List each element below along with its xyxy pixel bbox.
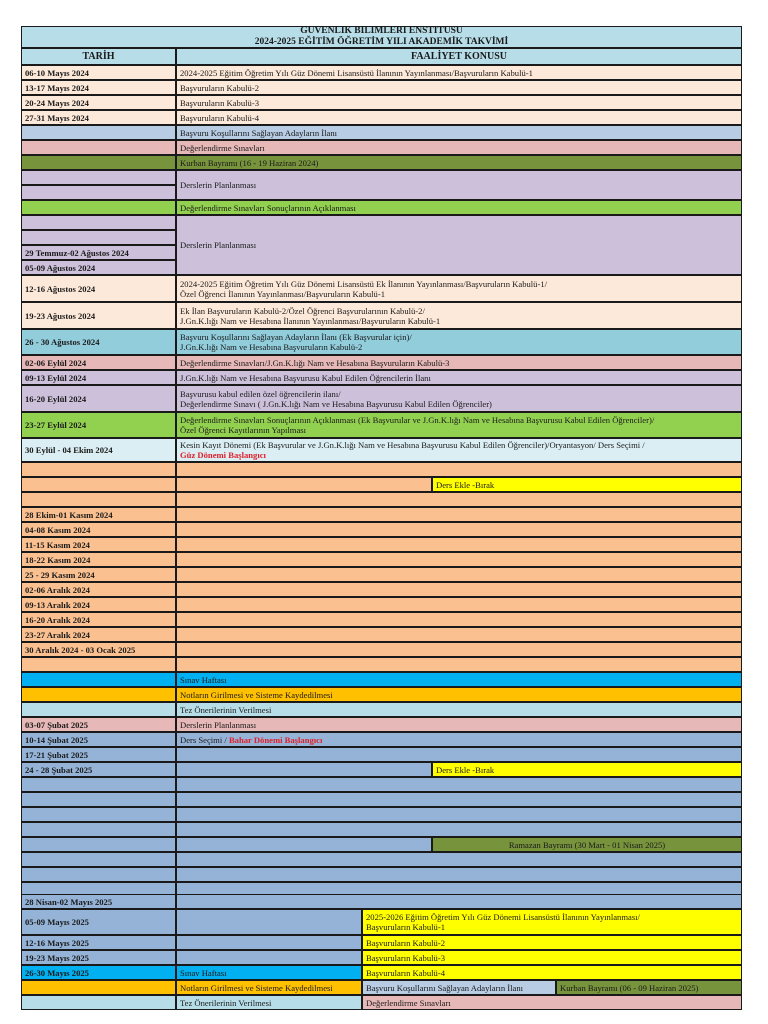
table-row	[21, 672, 742, 687]
thesis-proposal-cell: Tez Önerilerinin Verilmesi	[176, 995, 362, 1010]
table-row	[21, 777, 742, 792]
table-row	[21, 215, 742, 275]
date-cell: 06-10 Mayıs 2024	[21, 65, 176, 80]
activity-cell-empty	[176, 582, 742, 597]
table-row	[21, 597, 742, 612]
date-cell: 28 Ekim-01 Kasım 2024	[21, 507, 176, 522]
activity-cell-empty	[176, 462, 742, 477]
date-cell: 10-14 Şubat 2025	[21, 732, 176, 747]
table-row	[21, 329, 742, 355]
date-cell: 17-21 Şubat 2025	[21, 747, 176, 762]
application-cell	[362, 909, 742, 935]
date-cell: 29 Temmuz-02 Ağustos 2024	[21, 245, 176, 260]
date-cell: 02-06 Eylül 2024	[21, 355, 176, 370]
table-row	[21, 125, 742, 140]
activity-cell-empty	[176, 950, 362, 965]
activity-cell	[176, 732, 742, 747]
date-cell: 18-22 Kasım 2024	[21, 552, 176, 567]
date-cell-empty	[21, 687, 176, 702]
calendar-year-title: 2024-2025 EĞİTİM ÖĞRETİM YILI AKADEMİK TAKVİMİ	[254, 37, 509, 47]
date-cell-empty	[21, 125, 176, 140]
date-cell-empty	[21, 792, 176, 807]
date-cell: 09-13 Eylül 2024	[21, 370, 176, 385]
table-row	[21, 627, 742, 642]
table-row	[21, 822, 742, 837]
activity-cell-empty	[176, 837, 432, 852]
activity-cell-empty	[176, 867, 742, 882]
table-row	[21, 867, 742, 882]
table-row	[21, 492, 742, 507]
activity-cell-empty	[176, 894, 742, 909]
activity-cell-empty	[176, 852, 742, 867]
table-row	[21, 155, 742, 170]
table-row	[21, 582, 742, 597]
table-row	[21, 747, 742, 762]
date-cell: 05-09 Mayıs 2025	[21, 909, 176, 935]
holiday-cell: Kurban Bayramı (06 - 09 Haziran 2025)	[556, 980, 742, 995]
table-row	[21, 477, 742, 492]
activity-cell: Notların Girilmesi ve Sisteme Kaydedilmesi	[176, 687, 742, 702]
activity-cell: Değerlendirme Sınavları	[176, 140, 742, 155]
table-row	[21, 110, 742, 125]
activity-cell-empty	[176, 935, 362, 950]
table-row	[21, 567, 742, 582]
activity-cell-empty	[176, 537, 742, 552]
date-cell-empty	[21, 657, 176, 672]
column-header-date: TARİH	[21, 48, 176, 65]
date-cell-empty	[21, 215, 176, 230]
table-row	[21, 65, 742, 80]
activity-cell-empty	[176, 807, 742, 822]
activity-line: Kesin Kayıt Dönemi (Ek Başvurular ve J.Gn.K.lığı Nam ve Hesabına Başvurusu Kabul Edilen Öğrenciler)/Oryantasyon/ Ders Seçimi /	[180, 440, 645, 450]
table-row	[21, 275, 742, 302]
date-cell-empty	[21, 140, 176, 155]
activity-cell-empty	[176, 762, 432, 777]
date-cell: 04-08 Kasım 2024	[21, 522, 176, 537]
grades-entry-cell: Notların Girilmesi ve Sisteme Kaydedilmesi	[176, 980, 362, 995]
table-row	[21, 552, 742, 567]
activity-line: J.Gn.K.lığı Nam ve Hesabına İlanının Yayınlanması/Başvuruların Kabulü-1	[180, 315, 441, 326]
date-cell: 23-27 Eylül 2024	[21, 412, 176, 438]
table-row	[21, 385, 742, 412]
date-cell-empty	[21, 702, 176, 717]
date-cell: 02-06 Aralık 2024	[21, 582, 176, 597]
table-row	[21, 537, 742, 552]
table-row	[21, 935, 742, 950]
table-row	[21, 355, 742, 370]
semester-start-label: Bahar Dönemi Başlangıcı	[228, 734, 323, 745]
column-header-row	[21, 48, 742, 65]
activity-cell: Değerlendirme Sınavları Sonuçlarının Açıklanması	[176, 200, 742, 215]
activity-line: J.Gn.K.lığı Nam ve Hesabına Başvuruların Kabulü-2	[180, 342, 363, 352]
activity-text: Ders Seçimi /	[180, 734, 229, 745]
activity-cell	[176, 329, 742, 355]
table-row	[21, 807, 742, 822]
date-cell: 16-20 Aralık 2024	[21, 612, 176, 627]
date-cell-empty	[21, 995, 176, 1010]
table-row	[21, 717, 742, 732]
activity-cell-empty	[176, 792, 742, 807]
date-cell: 23-27 Aralık 2024	[21, 627, 176, 642]
date-cell-empty	[21, 155, 176, 170]
table-row	[21, 792, 742, 807]
activity-line: Özel Öğrenci İlanının Yayınlanması/Başvuruların Kabulü-1	[180, 288, 386, 299]
activity-cell-empty	[176, 567, 742, 582]
activity-cell: Başvuruların Kabulü-3	[176, 95, 742, 110]
activity-cell: Değerlendirme Sınavları/J.Gn.K.lığı Nam ve Hesabına Başvuruların Kabulü-3	[176, 355, 742, 370]
date-cell-empty	[21, 462, 176, 477]
date-cell: 19-23 Mayıs 2025	[21, 950, 176, 965]
activity-cell-empty	[176, 492, 742, 507]
activity-line: 2025-2026 Eğitim Öğretim Yılı Güz Dönemi Lisansüstü İlanının Yayınlanması/	[366, 912, 640, 922]
activity-cell-empty	[176, 627, 742, 642]
date-cell-empty	[21, 200, 176, 215]
date-cell-empty	[21, 867, 176, 882]
activity-line: Değerlendirme Sınavı ( J.Gn.K.lığı Nam ve Hesabına Başvurusu Kabul Edilen Öğrenciler)	[180, 398, 492, 409]
activity-line: Başvuruların Kabulü-1	[366, 922, 445, 932]
add-drop-cell: Ders Ekle -Bırak	[432, 762, 742, 777]
title-row	[21, 26, 742, 48]
date-cell: 03-07 Şubat 2025	[21, 717, 176, 732]
date-cell: 13-17 Mayıs 2024	[21, 80, 176, 95]
table-row	[21, 522, 742, 537]
date-cell: 28 Nisan-02 Mayıs 2025	[21, 894, 176, 909]
table-row	[21, 95, 742, 110]
date-cell-empty	[21, 477, 176, 492]
activity-cell	[176, 412, 742, 438]
activity-cell-empty	[176, 747, 742, 762]
date-cell-empty	[21, 980, 176, 995]
activity-cell: Başvuruların Kabulü-4	[176, 110, 742, 125]
table-row	[21, 370, 742, 385]
table-row	[21, 507, 742, 522]
activity-cell-empty	[176, 612, 742, 627]
activity-cell-empty	[176, 822, 742, 837]
table-row	[21, 642, 742, 657]
date-cell: 27-31 Mayıs 2024	[21, 110, 176, 125]
activity-cell-empty	[176, 597, 742, 612]
column-header-activity: FAALİYET KONUSU	[176, 48, 742, 65]
date-cell-empty	[21, 837, 176, 852]
date-cell: 26-30 Mayıs 2025	[21, 965, 176, 980]
table-row	[21, 702, 742, 717]
activity-cell	[176, 275, 742, 302]
activity-line: Başvurusu kabul edilen özel öğrencilerin ilanı/	[180, 388, 341, 399]
application-cell: Başvuruların Kabulü-4	[362, 965, 742, 980]
table-row	[21, 140, 742, 155]
date-cell-empty	[21, 822, 176, 837]
date-cell-empty	[21, 807, 176, 822]
activity-cell: 2024-2025 Eğitim Öğretim Yılı Güz Dönemi Lisansüstü İlanının Yayınlanması/Başvuruların Kabulü-1	[176, 65, 742, 80]
table-row	[21, 965, 742, 980]
date-cell: 24 - 28 Şubat 2025	[21, 762, 176, 777]
activity-cell	[176, 438, 742, 462]
date-cell-empty	[21, 777, 176, 792]
calendar-title	[21, 26, 742, 48]
table-row	[21, 995, 742, 1010]
table-row	[21, 438, 742, 462]
activity-cell: J.Gn.K.lığı Nam ve Hesabına Başvurusu Kabul Edilen Öğrencilerin İlanı	[176, 370, 742, 385]
table-row	[21, 950, 742, 965]
date-cell-empty	[21, 170, 176, 185]
table-row	[21, 657, 742, 672]
activity-cell: Derslerin Planlanması	[176, 170, 742, 200]
date-cell: 19-23 Ağustos 2024	[21, 302, 176, 329]
date-cell: 20-24 Mayıs 2024	[21, 95, 176, 110]
holiday-cell: Ramazan Bayramı (30 Mart - 01 Nisan 2025)	[432, 837, 742, 852]
activity-cell-empty	[176, 522, 742, 537]
activity-cell-empty	[176, 777, 742, 792]
activity-cell: Tez Önerilerinin Verilmesi	[176, 702, 742, 717]
evaluation-exams-cell: Değerlendirme Sınavları	[362, 995, 742, 1010]
date-cell-empty	[21, 672, 176, 687]
activity-cell-empty	[176, 909, 362, 935]
activity-line: Başvuru Koşullarını Sağlayan Adayların İlanı (Ek Başvurular için)/	[180, 332, 412, 342]
application-cell: Başvuruların Kabulü-3	[362, 950, 742, 965]
table-row	[21, 852, 742, 867]
table-row	[21, 837, 742, 852]
activity-cell	[176, 302, 742, 329]
date-cell-empty	[21, 230, 176, 245]
activity-cell-empty	[176, 507, 742, 522]
exam-week-cell: Sınav Haftası	[176, 965, 362, 980]
activity-cell: Derslerin Planlanması	[176, 215, 742, 275]
date-cell: 30 Eylül - 04 Ekim 2024	[21, 438, 176, 462]
activity-cell	[176, 385, 742, 412]
date-cell: 09-13 Aralık 2024	[21, 597, 176, 612]
table-row	[21, 412, 742, 438]
date-cell: 16-20 Eylül 2024	[21, 385, 176, 412]
activity-cell-empty	[176, 642, 742, 657]
activity-cell-empty	[176, 657, 742, 672]
activity-line: Özel Öğrenci Kayıtlarının Yapılması	[180, 425, 307, 435]
date-cell: 30 Aralık 2024 - 03 Ocak 2025	[21, 642, 176, 657]
semester-start-label: Güz Dönemi Başlangıcı	[180, 450, 266, 460]
activity-cell: Sınav Haftası	[176, 672, 742, 687]
activity-cell-empty	[176, 477, 432, 492]
table-row	[21, 909, 742, 935]
table-row	[21, 80, 742, 95]
institute-name: GÜVENLİK BİLİMLERİ ENSTİTÜSÜ	[300, 26, 463, 36]
add-drop-cell: Ders Ekle -Bırak	[432, 477, 742, 492]
table-row	[21, 462, 742, 477]
activity-cell: Başvuru Koşullarını Sağlayan Adayların İlanı	[176, 125, 742, 140]
holiday-cell: Kurban Bayramı (16 - 19 Haziran 2024)	[176, 155, 742, 170]
table-row	[21, 170, 742, 200]
date-cell: 26 - 30 Ağustos 2024	[21, 329, 176, 355]
table-row	[21, 302, 742, 329]
application-cell: Başvuruların Kabulü-2	[362, 935, 742, 950]
date-cell-empty	[21, 852, 176, 867]
activity-line: Değerlendirme Sınavları Sonuçlarının Açıklanması (Ek Başvurular ve J.Gn.K.lığı Nam ve Hesabına Başvurusu Kabul Edilen Öğrenciler)/	[180, 415, 655, 425]
activity-cell: Derslerin Planlanması	[176, 717, 742, 732]
table-row	[21, 762, 742, 777]
date-cell: 05-09 Ağustos 2024	[21, 260, 176, 275]
activity-line: Ek İlan Başvuruların Kabulü-2/Özel Öğrenci Başvurularının Kabulü-2/	[180, 305, 425, 316]
table-row	[21, 612, 742, 627]
activity-line: 2024-2025 Eğitim Öğretim Yılı Güz Dönemi Lisansüstü Ek İlanının Yayınlanması/Başvuruların Kabulü-1/	[180, 278, 548, 289]
date-cell: 25 - 29 Kasım 2024	[21, 567, 176, 582]
table-row	[21, 200, 742, 215]
date-cell: 12-16 Ağustos 2024	[21, 275, 176, 302]
table-row	[21, 732, 742, 747]
table-row	[21, 687, 742, 702]
date-cell: 12-16 Mayıs 2025	[21, 935, 176, 950]
date-cell-empty	[21, 492, 176, 507]
activity-cell-empty	[176, 552, 742, 567]
table-row	[21, 980, 742, 995]
activity-cell: Başvuruların Kabulü-2	[176, 80, 742, 95]
candidates-announcement-cell: Başvuru Koşullarını Sağlayan Adayların İlanı	[362, 980, 556, 995]
date-cell-empty	[21, 185, 176, 200]
date-cell: 11-15 Kasım 2024	[21, 537, 176, 552]
table-row	[21, 894, 742, 909]
